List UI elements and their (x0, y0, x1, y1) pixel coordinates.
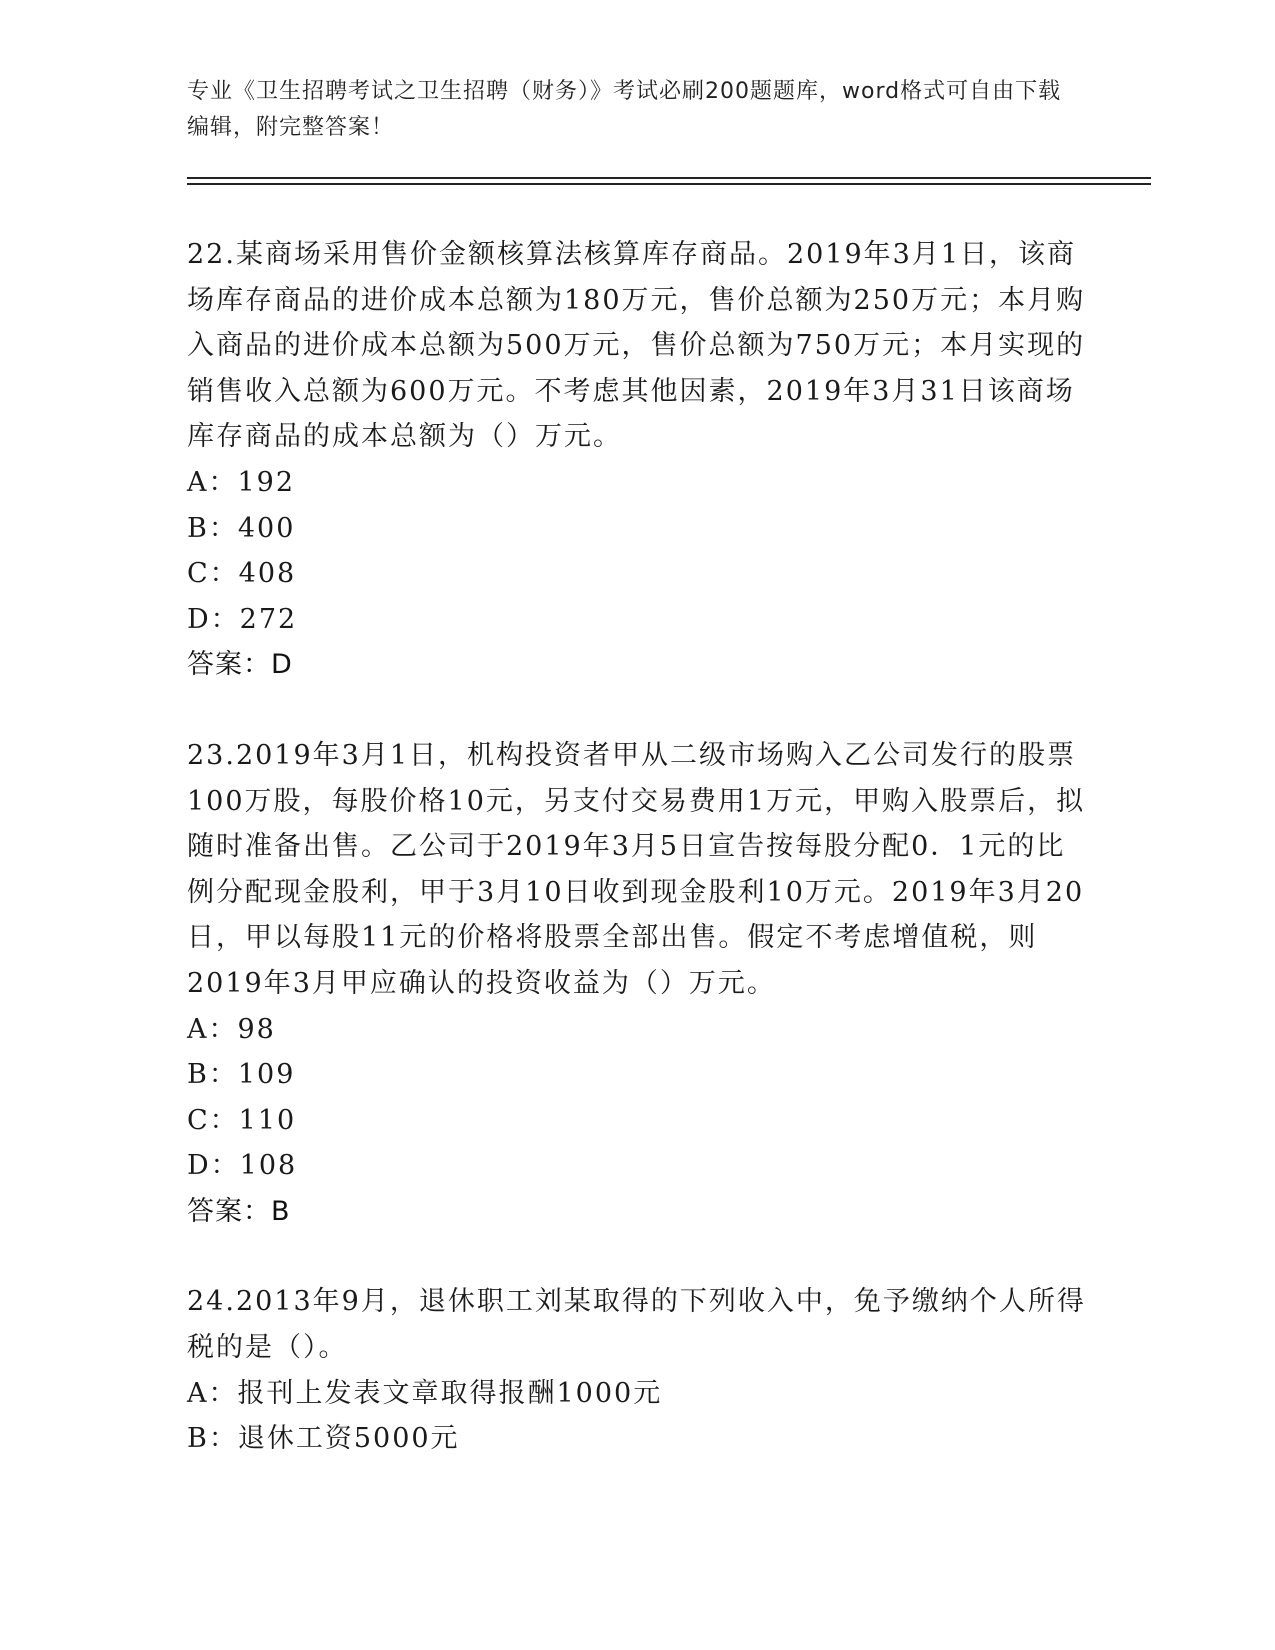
option-b: B：400 (187, 512, 296, 544)
question-list (187, 232, 1087, 1462)
option-b: B：退休工资5000元 (187, 1423, 460, 1455)
option-c: C：110 (187, 1104, 297, 1136)
question-stem: 24.2013年9月，退休职工刘某取得的下列收入中，免予缴纳个人所得税的是（）。 (187, 1286, 1086, 1364)
option-c: C：408 (187, 558, 297, 590)
header-rule-bottom (187, 183, 1151, 185)
question-spacer (187, 1234, 1087, 1279)
question-stem: 22.某商场采用售价金额核算法核算库存商品。2019年3月1日，该商场库存商品的进价成本总额为180万元，售价总额为250万元；本月购入商品的进价成本总额为500万元，售价总额为750万元；本月实现的销售收入总额为600万元。不考虑其他因素，2019年3月31日该商场库存商品的成本总额为（）万元。 (187, 239, 1086, 453)
question-22 (187, 232, 1087, 688)
question-stem: 23.2019年3月1日，机构投资者甲从二级市场购入乙公司发行的股票100万股，每股价格10元，另支付交易费用1万元，甲购入股票后，拟随时准备出售。乙公司于2019年3月5日宣告按每股分配0．1元的比例分配现金股利，甲于3月10日收到现金股利10万元。2019年3月20日，甲以每股11元的价格将股票全部出售。假定不考虑增值税，则2019年3月甲应确认的投资收益为（）万元。 (187, 739, 1086, 999)
document-header: 专业《卫生招聘考试之卫生招聘（财务）》考试必刷200题题库，word格式可自由下载编辑，附完整答案！ (187, 79, 1062, 140)
question-23 (187, 733, 1087, 1235)
option-a: A：98 (187, 1013, 276, 1045)
question-spacer (187, 688, 1087, 733)
option-b: B：109 (187, 1059, 296, 1091)
option-d: D：108 (187, 1150, 298, 1182)
option-a: A：报刊上发表文章取得报酬1000元 (187, 1377, 663, 1409)
header-rule-top (187, 177, 1151, 179)
option-d: D：272 (187, 603, 298, 635)
answer: 答案：D (187, 649, 293, 681)
option-a: A：192 (187, 466, 296, 498)
answer: 答案：B (187, 1195, 291, 1227)
question-24 (187, 1279, 1087, 1461)
